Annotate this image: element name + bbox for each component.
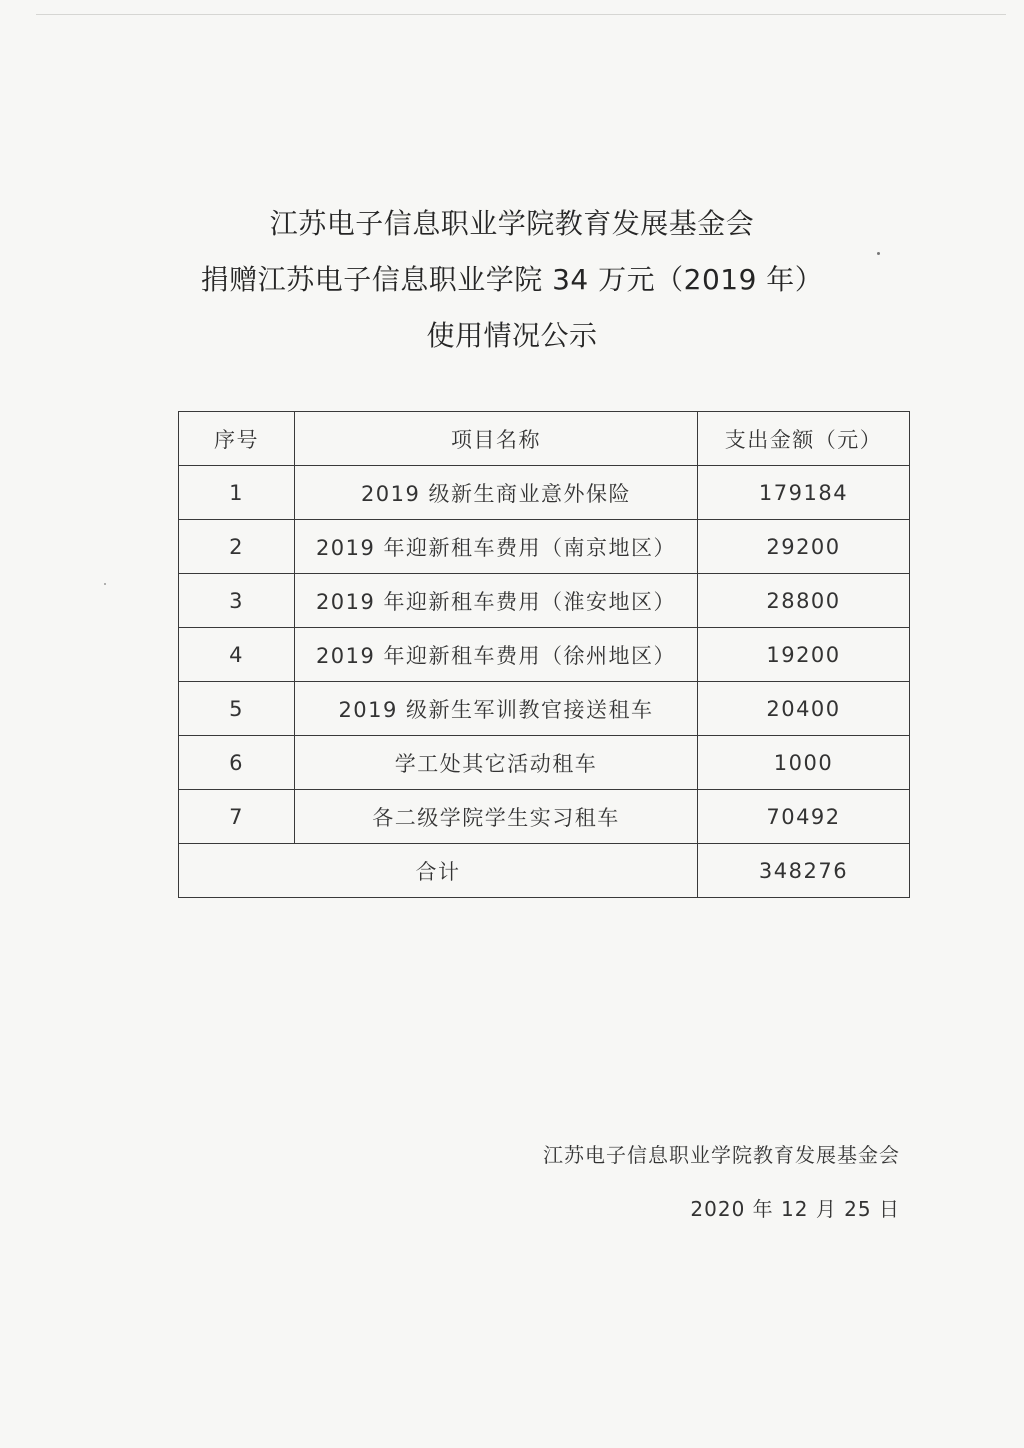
title-line-3: 使用情况公示 bbox=[426, 319, 598, 352]
row-amount: 28800 bbox=[698, 574, 910, 628]
row-amount: 179184 bbox=[698, 466, 910, 520]
document-title bbox=[0, 196, 1024, 364]
row-amount: 70492 bbox=[698, 790, 910, 844]
row-item-name: 各二级学院学生实习租车 bbox=[295, 790, 698, 844]
total-amount: 348276 bbox=[698, 844, 910, 898]
row-index: 4 bbox=[179, 628, 295, 682]
header-item-name: 项目名称 bbox=[295, 412, 698, 466]
row-item-name: 2019 年迎新租车费用（南京地区） bbox=[295, 520, 698, 574]
header-amount: 支出金额（元） bbox=[698, 412, 910, 466]
row-amount: 19200 bbox=[698, 628, 910, 682]
title-line-2: 捐赠江苏电子信息职业学院 34 万元（2019 年） bbox=[200, 263, 824, 296]
table-row bbox=[179, 574, 910, 628]
signature-date: 2020 年 12 月 25 日 bbox=[690, 1197, 900, 1221]
scan-edge-line bbox=[36, 14, 1006, 15]
row-amount: 29200 bbox=[698, 520, 910, 574]
row-index: 3 bbox=[179, 574, 295, 628]
expense-table bbox=[178, 411, 910, 898]
row-amount: 20400 bbox=[698, 682, 910, 736]
row-item-name: 2019 级新生商业意外保险 bbox=[295, 466, 698, 520]
row-item-name: 2019 级新生军训教官接送租车 bbox=[295, 682, 698, 736]
table-header-row bbox=[179, 412, 910, 466]
header-index: 序号 bbox=[179, 412, 295, 466]
total-label: 合计 bbox=[179, 844, 698, 898]
row-item-name: 2019 年迎新租车费用（徐州地区） bbox=[295, 628, 698, 682]
table-row bbox=[179, 520, 910, 574]
table-row bbox=[179, 682, 910, 736]
table-total-row bbox=[179, 844, 910, 898]
row-item-name: 学工处其它活动租车 bbox=[295, 736, 698, 790]
row-amount: 1000 bbox=[698, 736, 910, 790]
scan-speck bbox=[104, 583, 106, 585]
row-index: 6 bbox=[179, 736, 295, 790]
title-line-1: 江苏电子信息职业学院教育发展基金会 bbox=[269, 207, 755, 240]
table-row bbox=[179, 790, 910, 844]
expense-table-container bbox=[178, 411, 909, 898]
row-item-name: 2019 年迎新租车费用（淮安地区） bbox=[295, 574, 698, 628]
row-index: 2 bbox=[179, 520, 295, 574]
signature-organization: 江苏电子信息职业学院教育发展基金会 bbox=[543, 1143, 900, 1167]
table-row bbox=[179, 628, 910, 682]
row-index: 7 bbox=[179, 790, 295, 844]
row-index: 1 bbox=[179, 466, 295, 520]
signature-block bbox=[543, 1128, 900, 1236]
table-row bbox=[179, 466, 910, 520]
table-row bbox=[179, 736, 910, 790]
row-index: 5 bbox=[179, 682, 295, 736]
